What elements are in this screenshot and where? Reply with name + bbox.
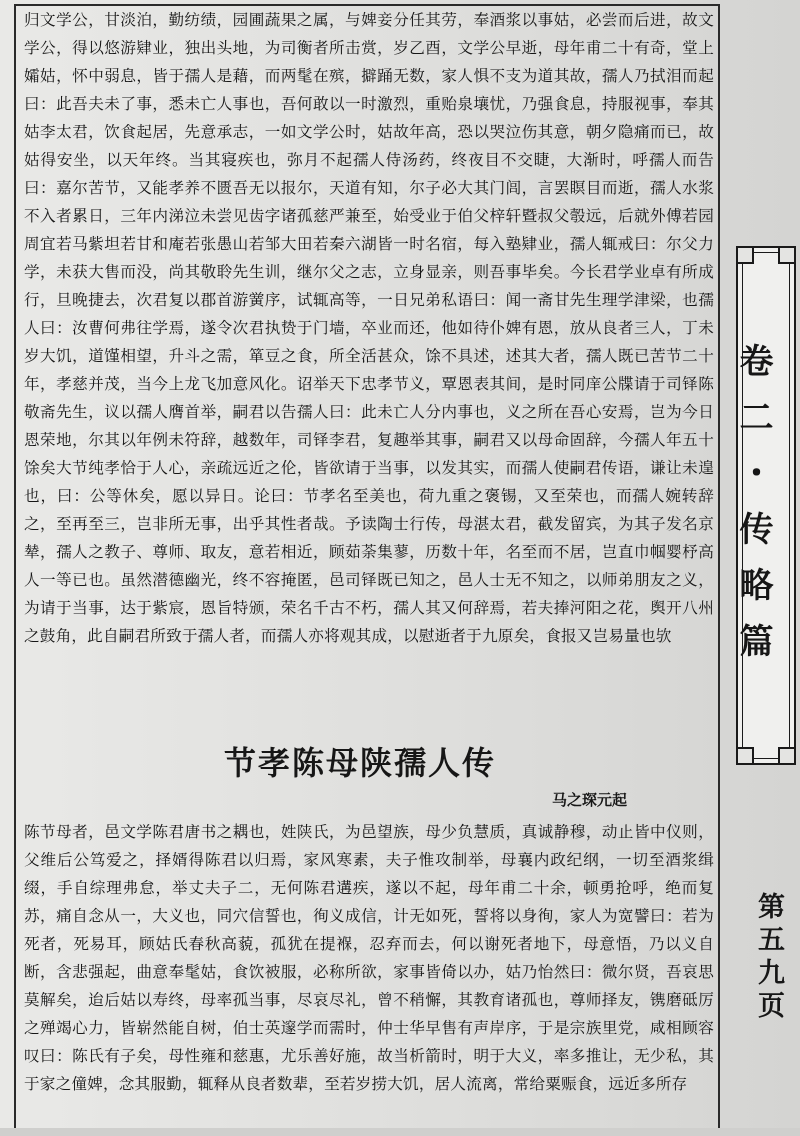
panel-corner-ornament <box>736 246 754 264</box>
panel-corner-ornament <box>778 747 796 765</box>
previous-article-body: 归文学公，甘淡泊，勤纺绩，园圃蔬果之属，与婢妾分任其劳，奉酒浆以事姑，必尝而后进，故文学公，得以悠游肄业，独出头地，为司衡者所击赏，岁乙酉，文学公早逝，母年甫二十有奇，堂上孀姑，怀中弱息，皆于孺人是藉，而两髦在殡，擗踊无数，家人惧不支为道其故，孺人乃拭泪而起曰：此吾夫未了事，悉未亡人事也，吾何敢以一时激烈，重贻泉壤忧，乃强食息，持服视事，奉其姑李太君，饮食起居，先意承志，一如文学公时，姑故年高，恐以哭泣伤其意，朝夕隐痛而已，故姑得安坐，以天年终。当其寝疾也，弥月不起孺人侍汤药，终夜目不交睫，大渐时，呼孺人而告曰：嘉尔苦节，又能孝养不匮吾无以报尔，天道有知，尔子必大其门闾，言罢瞑目而逝，孺人水浆不入者累日，三年内涕泣未尝见齿字诸孤慈严兼至，始受业于伯父梓轩暨叔父彀远，后就外傅若园周宜若马紫坦若甘和庵若张愚山若邹大田若秦六湖皆一时名宿，每入塾肄业，孺人辄戒曰：尔父力学，未获大售而没，尚其敬聆先生训，继尔父之志，立身显亲，则吾事毕矣。今长君学业卓有所成行，旦晚捷去，次君复以郡首游黉序，试辄高等，一日兄弟私语曰：闻一斋甘先生理学津梁，也孺人曰：汝曹何弗往学焉，遂令次君执贽于门墙，卒业而还，他如待仆婢有恩，放从良者三人，丁未岁大饥，道馑相望，升斗之需，箪豆之食，所全活甚众，馀不具述，述其大者，孺人既已苦节二十年，孝慈并茂，当今上龙飞加意风化。诏举天下忠孝节义，覃恩表其间，是时同庠公牒请于司铎陈敬斋先生，议以孺人膺首举，嗣君以告孺人曰：此未亡人分内事也，义之所在吾心安焉，岂为今日恩荣地，尔其以年例未符辞，越数年，司铎李君，复趣举其事，嗣君又以母命固辞，今孺人年五十馀矣大节纯孝恰于人心，亲疏远近之伦，皆欲请于当事，以发其实，而孺人使嗣君传语，谦让未遑也，曰：公等休矣，愿以异日。论曰：节孝名至美也，荷九重之褒锡，又至荣也，而孺人婉转辞之，至再至三，岂非所无事，出乎其性者哉。予读陶士行传，母湛太君，截发留宾，为其子发名京辇，孺人之教子、尊师、取友，意若相近，顾茹荼集蓼，历数十年，名至而不居，岂直巾帼婴杼高人一等已也。虽然潜德幽光，终不容掩匿，邑司铎既已知之，邑人士无不知之，以师弟朋友之义，为请于当事，达于紫宸，恩旨特颁，荣名千古不朽，孺人其又何辞焉，若夫捧河阳之花，舆开八州之鼓角，此自嗣君所致于孺人者，而孺人亦将观其成，以慰逝者于九原矣，食报又岂易量也欤 <box>24 11 714 645</box>
volume-label: 卷二・传略篇 <box>733 343 773 679</box>
article-author: 马之琛元起 <box>552 791 628 809</box>
panel-corner-ornament <box>778 246 796 264</box>
page-bottom-edge <box>0 1128 800 1136</box>
page-number: 第五九页 <box>753 892 784 1024</box>
article-body: 陈节母者，邑文学陈君唐书之耦也，姓陕氏，为邑望族，母少负慧质，真诚静穆，动止皆中仪则，父维后公笃爱之，择婿得陈君以归焉，家风寒素，夫子惟攻制举，母襄内政纪纲，一切至酒浆缉缀，手自综理弗怠，举丈夫子二，无何陈君遘疾，遂以不起，母年甫二十余，顿勇抢呼，绝而复苏，痛自念从一，大义也，同穴信誓也，徇义成信，计无如死，誓将以身徇，家人为宽譬曰：若为死者，死易耳，顾姑氏春秋高藐，孤犹在提褓，忍弃而去，何以谢死者地下，母意悟，乃以义自断，含悲强起，曲意奉髦姑，食饮被服，必称所欲，家事皆倚以办，姑乃怡然曰：微尔贤，吾哀思莫解矣，迨后姑以寿终，母率孤当事，尽哀尽礼，曾不稍懈，其教育诸孤也，尊师择友，镌磨砥厉之殚竭心力，皆崭然能自树，伯士英邃学而需时，仲士华早售有声岸序，于是宗族里党，咸相顾容叹曰：陈氏有子矣，母性雍和慈惠，尤乐善好施，故当析箭时，明于大义，率多推让，无少私，其于家之僮婢，念其服勤，辄释从良者数辈，至若岁捞大饥，居人流离，常给粟赈食，远近多所存 <box>24 823 714 1093</box>
article-title: 节孝陈母陕孺人传 <box>223 744 496 782</box>
volume-label-panel <box>733 246 796 765</box>
panel-corner-ornament <box>736 747 754 765</box>
